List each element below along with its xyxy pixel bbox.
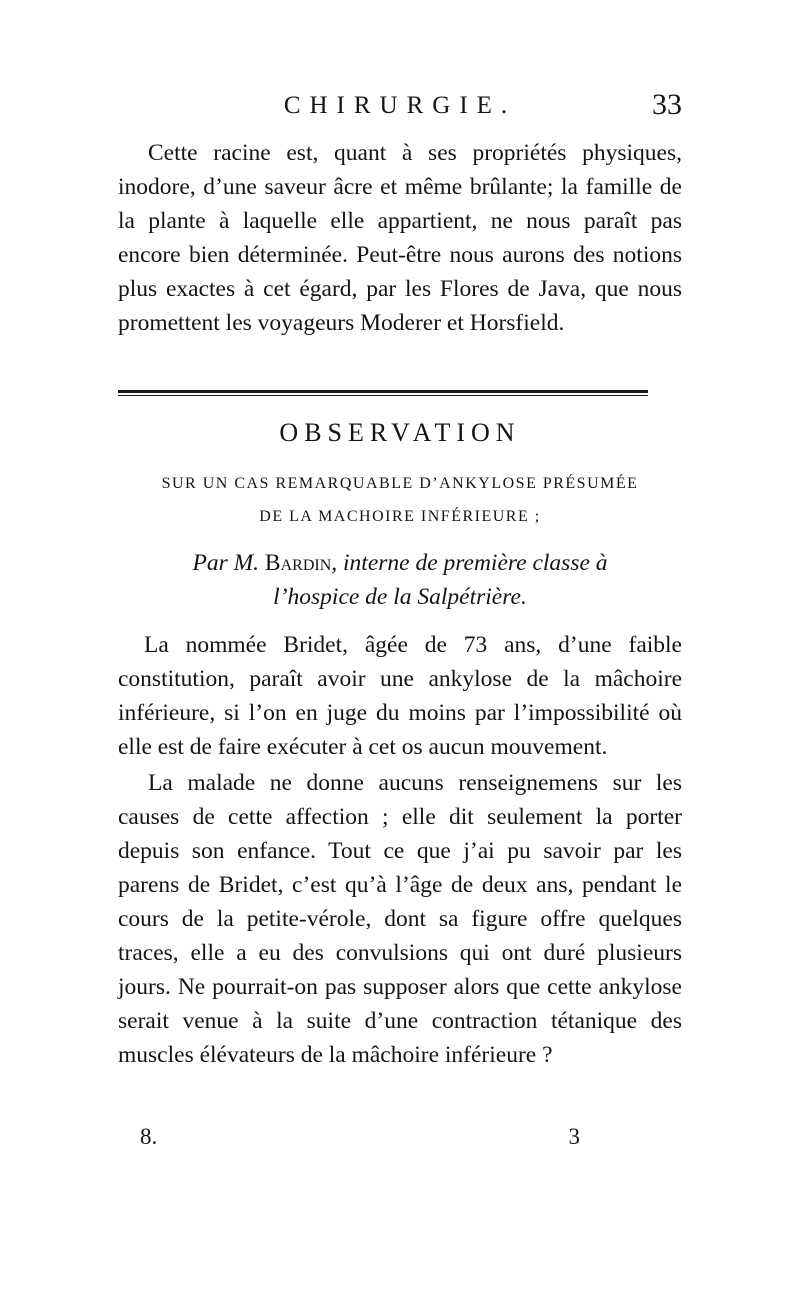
article-paragraph-2: La malade ne donne aucuns renseignemens sur les causes de cette affection ; elle dit seulement la porter depuis son enfance. Tout ce que j’ai pu savoir par les parens de Bridet, c’est qu’à l’âge de deux ans, pendant le cours de la petite-vérole, dont sa figure offre quelques traces, elle a eu des convulsions qui ont duré plusieurs jours. Ne pourrait-on pas supposer alors que cette ankylose serait venue à la suite d’une contraction tétanique des muscles élévateurs de la mâchoire inférieure ? — [118, 770, 682, 1068]
article-paragraph-1: La nommée Bridet, âgée de 73 ans, d’une faible constitution, paraît avoir une ankylose de la mâchoire inférieure, si l’on en juge du moins par l’impossibilité où elle est de faire exécuter à cet os aucun mouvement. — [118, 632, 682, 760]
article-subtitle-line1: SUR UN CAS REMARQUABLE D’ANKYLOSE PRÉSUMÉE — [161, 475, 639, 492]
paragraph-top: Cette racine est, quant à ses propriétés physiques, inodore, d’une saveur âcre et même brûlante; la famille de la plante à laquelle elle appartient, ne nous paraît pas encore bien déterminée. Peut-être nous aurons des notions plus exactes à cet égard, par les Flores de Java, que nous promettent les voyageurs Moderer et Horsfield. — [118, 140, 682, 336]
section-divider — [118, 390, 648, 396]
byline-suffix: , interne de première classe à — [331, 550, 608, 576]
byline-prefix: Par M. — [192, 550, 260, 576]
byline-line1 — [118, 546, 682, 580]
article-body — [118, 628, 682, 1072]
byline-author: Bardin — [264, 550, 332, 576]
running-head-title: CHIRURGIE. — [283, 92, 517, 119]
page-footer — [140, 1124, 580, 1156]
top-text-block — [118, 136, 682, 340]
running-head — [118, 88, 682, 128]
byline-line2: l’hospice de la Salpétrière. — [273, 584, 527, 610]
sheet-signature: 3 — [568, 1124, 580, 1149]
article-title: OBSERVATION — [279, 418, 521, 447]
article-subtitle-line2: DE LA MACHOIRE INFÉRIEURE ; — [259, 508, 541, 525]
page-number: 33 — [652, 88, 682, 121]
volume-signature: 8. — [140, 1124, 158, 1149]
